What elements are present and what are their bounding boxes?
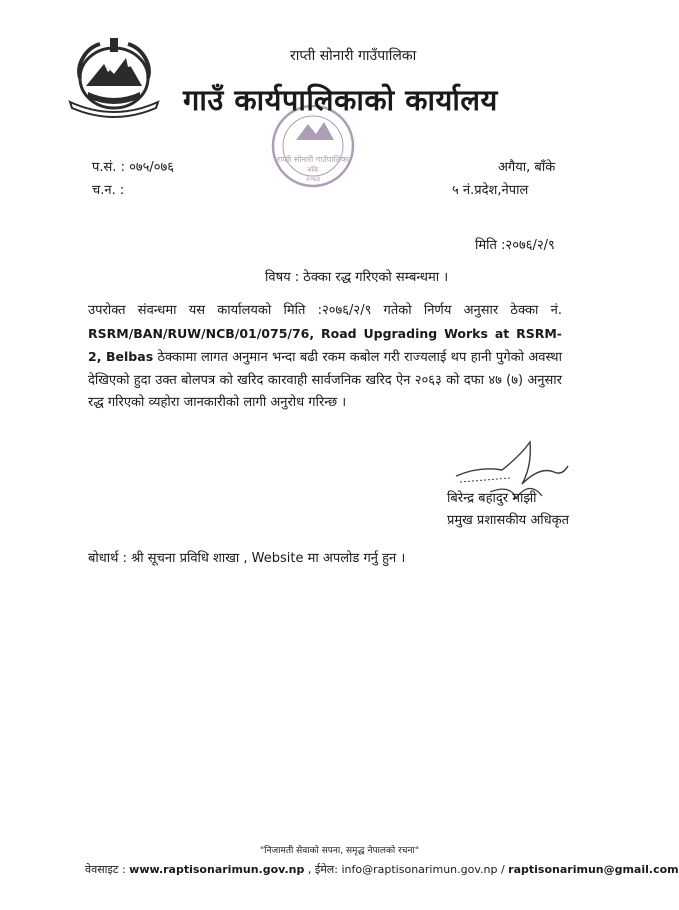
contract-reference: RSRM/BAN/RUW/NCB/01/075/76, Road Upgrading Works at RSRM-2, Belbas [88, 325, 562, 365]
stamp-text: राप्ती सोनारी गाउँपालिका [276, 155, 350, 164]
dispatch-number: च.न. : [92, 183, 125, 198]
signatory-name: बिरेन्द्र बहादुर माझी [447, 491, 537, 506]
email-label: , ईमेल: [304, 863, 342, 876]
website-link[interactable]: www.raptisonarimun.gov.np [129, 863, 305, 876]
email-link-2[interactable]: raptisonarimun@gmail.com [508, 863, 679, 876]
email-link-1[interactable]: info@raptisonarimun.gov.np [341, 863, 498, 876]
letter-body [88, 300, 562, 415]
stamp-year: २०७३ [305, 175, 321, 183]
stamp-district: बाँके [307, 166, 319, 174]
nepal-emblem-icon [66, 34, 162, 118]
email-separator: / [497, 863, 509, 876]
signatory-title: प्रमुख प्रशासकीय अधिकृत [447, 513, 570, 528]
municipality-name: राप्ती सोनारी गाउँपालिका [290, 48, 417, 64]
body-part-2: ठेक्कामा लागत अनुमान भन्दा बढी रकम कबोल गरी राज्यलाई थप हानी पुगेको अवस्था देखिएको हुदा उक्त बोलपत्र को खरिद कारवाही सार्वजनिक खरिद ऐन २०६३ को दफा ४७ (७) अनुसार रद्ध गरिएको व्यहोरा जानकारीको लागी अनुरोध गरिन्छ । [88, 350, 562, 411]
footer-motto: "निजामती सेवाको सपना, समृद्ध नेपालको रचना" [260, 846, 419, 856]
address-line-2: ५ नं.प्रदेश,नेपाल [452, 183, 529, 198]
footer-contact [85, 862, 679, 877]
address-line-1: अगैया, बाँके [498, 160, 556, 175]
letter-date: मिति :२०७६/२/९ [475, 238, 555, 253]
letter-subject: विषय : ठेक्का रद्ध गरिएको सम्बन्धमा । [265, 270, 449, 285]
office-name: गाउँ कार्यपालिकाको कार्यालय [183, 83, 498, 117]
carbon-copy-note: बोधार्थ : श्री सूचना प्रविधि शाखा , Website मा अपलोड गर्नु हुन । [88, 551, 406, 566]
website-label: वेवसाइट : [85, 863, 130, 876]
body-part-1: उपरोक्त संवन्धमा यस कार्यालयको मिति :२०७६/२/९ गतेको निर्णय अनुसार ठेक्का नं. [88, 303, 562, 318]
reference-number: प.सं. : ०७५/०७६ [92, 160, 175, 175]
